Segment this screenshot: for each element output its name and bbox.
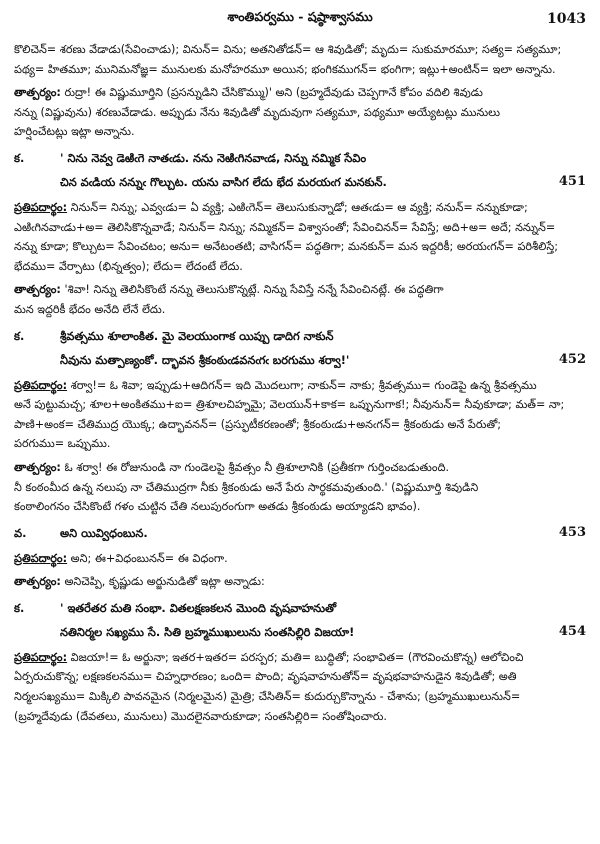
meaning-paragraph [14, 83, 588, 142]
page-number: 1043 [547, 11, 586, 27]
verse-line: నతినిర్మల సఖ్యము సే. సితి బ్రహ్మముఖులును సంతసిల్లిరి విజయా! [60, 624, 355, 639]
meaning-label: తాత్పర్యం: [14, 86, 61, 100]
page-body [14, 40, 588, 730]
verse-block [14, 521, 588, 545]
text-line: రుద్రా! ఈ విష్ణుమూర్తిని (ప్రసన్నుడిని చేసికొమ్ము)' అని (బ్రహ్మదేవుడు చెప్పగానే కోపం వదిలి శివుడు [60, 86, 483, 100]
text-line: ఏర్పరుచుకొన్న; లక్షణకలనము= చిహ్నధారణం; ఒంది= పొంది; వృషవాహనుతోన్= వృషభవాహనుడైన శివుడితో; అతి [14, 670, 517, 684]
text-line: భేదము= వేర్పాటు (భిన్నత్వం); లేదు= లేదంటే లేదు. [14, 259, 243, 273]
verse-line: శ్రీవత్సము శూలాంకిత. మై వెలయుంగాక యిప్పు డాదిగ నాకున్ [60, 328, 334, 343]
verse-number: 452 [558, 351, 586, 367]
word-meaning-label: ప్రతిపదార్థం: [14, 378, 68, 392]
word-meaning-label: ప్రతిపదార్థం: [14, 650, 68, 664]
text-line: మన ఇద్దరికీ భేదం అనేది లేనే లేదు. [14, 302, 166, 316]
word-meaning-paragraph [14, 198, 588, 276]
paragraph-text [14, 280, 588, 319]
verse-line: నీవును మత్పాణ్యంకో. ద్భావన శ్రీకంఠుఁడవనఁగఁ బరగుము శర్వా!' [60, 352, 350, 367]
meaning-label: తాత్పర్యం: [14, 460, 61, 474]
page-header [0, 6, 600, 28]
paragraph-text [14, 549, 588, 569]
text-line: (బ్రహ్మదేవుడు (దేవతలు, మునులు) మొదలైనవారుకూడా; సంతసిల్లిరి= సంతోషించారు. [14, 709, 387, 723]
verse-block [14, 146, 588, 194]
verse-line: చిన వఁడియ నన్నుఁ గొల్చుట. యను వాసిగ లేదు భేద మరయఁగ మనకున్. [60, 174, 387, 189]
verse-block [14, 324, 588, 372]
word-meaning-paragraph [14, 376, 588, 454]
text-line: అనే పుట్టుమచ్చ; శూల+అంకితము+ఐ= త్రిశూలచిహ్నమై; వెలయున్+కాక= ఒప్పునుగాక!; నీవునున్= నీవుకూడా; మత్= నా; [14, 398, 565, 412]
verse-block [14, 596, 588, 644]
paragraph-text [14, 83, 588, 142]
verse-marker: క. [14, 328, 25, 343]
verse-number: 454 [558, 623, 586, 639]
verse-marker: క. [14, 600, 25, 615]
paragraph-text [14, 572, 588, 592]
text-line: పథ్య= హితమూ; మునిమనోజ్ఞ= మునులకు మనోహరమూ అయిన; భంగికముగన్= భంగిగా; ఇట్లు+అంటిన్= ఇలా అన్నాను. [14, 62, 556, 76]
text-line: అనిచెప్పి, కృష్ణుడు అర్జునుడితో ఇట్లా అన్నాడు: [60, 575, 265, 589]
paragraph-text [14, 40, 588, 79]
text-line: నన్ను కూడా; కొల్చుట= సేవించటం; అను= అనేటంతటి; వాసిగన్= పద్ధతిగా; మనకున్= మన ఇద్దరికీ; అరయఁగన్= పరిశీలిస్తే; [14, 240, 559, 254]
verse-number: 451 [558, 173, 586, 189]
verse-line: అని యివ్విధంబున. [60, 525, 148, 540]
paragraph-text [14, 648, 588, 726]
paragraph-text [14, 376, 588, 454]
running-title: శాంతిపర్వము - షష్ఠాశ్వాసము [227, 9, 373, 24]
verse-number: 453 [558, 524, 586, 540]
word-meaning-paragraph [14, 549, 588, 569]
meaning-paragraph [14, 280, 588, 319]
text-line: పాణి+అంక= చేతిముద్ర యొక్క; ఉద్భావనన్= (ప్రస్ఫుటీకరణంతో; శ్రీకంఠుఁడు+అనఁగన్= శ్రీకంఠుడు అనే పేరుతో; [14, 417, 502, 431]
text-line: అని; ఈ+విధంబునన్= ఈ విధంగా. [67, 551, 228, 565]
word-meaning-label: ప్రతిపదార్థం: [14, 200, 68, 214]
meaning-paragraph [14, 458, 588, 517]
text-line: నినున్= నిన్ను; ఎవ్వఁడు= ఏ వ్యక్తి; ఎఱిఁగెన్= తెలుసుకున్నాడో; ఆతఁడు= ఆ వ్యక్తి; ననున్= నన్నుకూడా; [67, 200, 528, 214]
paragraph-text [14, 198, 588, 276]
text-line: 'శివా! నిన్ను తెలిసికొంటే నన్ను తెలుసుకొన్నట్లే. నిన్ను సేవిస్తే నన్నే సేవించినట్లే. ఈ పద్ధతిగా [60, 283, 444, 297]
text-line: నిర్మలసఖ్యము= మిక్కిలి పావనమైన (నిర్మలమైన) మైత్రి; చేసితిన్= కుదుర్చుకొన్నాను - చేశాను; (బ్రహ్మముఖులునున్= [14, 690, 521, 704]
paragraph-text [14, 458, 588, 517]
text-line: పరగుము= ఒప్పుము. [14, 437, 111, 451]
text-line: శర్వా!= ఓ శివా; ఇప్పుడు+ఆదిగన్= ఇది మొదలుగా; నాకున్= నాకు; శ్రీవత్సము= గుండెపై ఉన్న శ్రీవత్సము [67, 378, 537, 392]
text-line: విజయా!= ఓ అర్జునా; ఇతర+ఇతర= పరస్పర; మతి= బుద్ధితో; సంభావిత= (గౌరవించుకొన్న) ఆలోచించి [67, 650, 524, 664]
meaning-label: తాత్పర్యం: [14, 575, 61, 589]
text-line: ఓ శర్వా! ఈ రోజునుండి నా గుండెలపై శ్రీవత్సం నీ త్రిశూలానికి (ప్రతీకగా గుర్తించబడుతుంది. [60, 460, 450, 474]
word-meaning-paragraph [14, 648, 588, 726]
word-meaning-label: ప్రతిపదార్థం: [14, 551, 68, 565]
meaning-label: తాత్పర్యం: [14, 283, 61, 297]
verse-marker: క. [14, 150, 25, 165]
meaning-paragraph [14, 572, 588, 592]
text-line: ఎఱిఁగినవాఁడు+అ= తెలిసికొన్నవాడే; నినున్= నిన్ను; నమ్మికన్= విశ్వాసంతో; సేవించినన్= సేవిస్తే; అది+అ= అదే; నన్నున్= [14, 220, 556, 234]
text-line: కొలిచెన్= శరణు వేడాడు(సేవించాడు); వినున్= విను; అతనితోడన్= ఆ శివుడితో; మృదు= సుకుమారమూ; సత్య= సత్యమూ; [14, 43, 562, 56]
text-paragraph [14, 40, 588, 79]
verse-line: ' నిను నెవ్వ డెఱిఁగె నాతఁడు. నను నెఱిఁగినవాఁడ, నిన్ను నమ్మిక సేవిం [60, 150, 367, 165]
verse-line: ' ఇతరేతర మతి సంభా. వితలక్షణకలన మొంది వృషవాహనుతో [60, 600, 337, 615]
verse-marker: వ. [14, 525, 27, 540]
text-line: కంఠాలింగనం చేసికొంటే గళం చుట్టిన చేతి నలుపురంగుగా అతడు శ్రీకంఠుడు అయ్యాడని భావం). [14, 500, 421, 514]
text-line: హర్షించేటట్లు ఇట్లా అన్నాను. [14, 125, 135, 139]
text-line: నీ కంఠంమీద ఉన్న నలుపు నా చేతిముద్రగా నీకు శ్రీకంఠుడు అనే పేరు సార్థకమవుతుంది.' (విష్ణుమూర్తి శివుడిని [14, 480, 479, 494]
text-line: నన్ను (విష్ణువును) శరణువేడాడు. అప్పుడు నేను శివుడితో మృదువుగా సత్యమూ, పథ్యమూ అయ్యేటట్లు మునులు [14, 105, 500, 119]
